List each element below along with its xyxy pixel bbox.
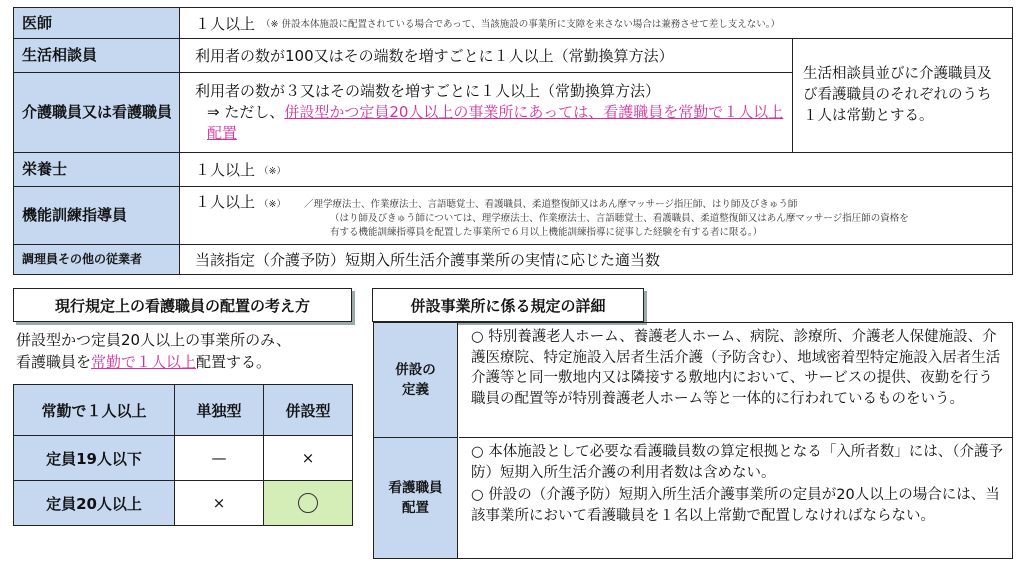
- row-header: 定員19人以下: [14, 436, 175, 481]
- requirement-note: （※ 併設本体施設に配置されている場合であって、当該施設の事業所に支障を来さない場合は兼務させて差し支えない。）: [261, 19, 780, 30]
- description-suffix: 配置する。: [196, 352, 272, 371]
- requirement-text: １人以上: [195, 193, 256, 211]
- circle-mark-icon: [298, 493, 318, 513]
- staffing-requirements-table: [13, 7, 1013, 275]
- table-row: [14, 436, 353, 481]
- table-cell: ×: [175, 481, 264, 526]
- table-header-row: [14, 385, 353, 436]
- section-content: [459, 323, 1012, 438]
- side-note: 生活相談員並びに介護職員及び看護職員のそれぞれのうち１人は常勤とする。: [803, 65, 992, 124]
- row-label: 調理員その他の従業者: [14, 245, 180, 274]
- section-label: [374, 323, 458, 438]
- section-label-line: 配置: [402, 500, 429, 516]
- requirement-note: （※）: [259, 165, 286, 177]
- table-row: [14, 481, 353, 526]
- description-prefix: 看護職員を: [16, 352, 92, 371]
- requirement-sub-prefix: ⇒ ただし、: [207, 103, 285, 121]
- description-line-1: 併設型かつ定員20人以上の事業所のみ、: [16, 331, 291, 349]
- requirement-note: （※）: [259, 199, 286, 210]
- qualification-list: ／理学療法士、作業療法士、言語聴覚士、看護職員、柔道整復師又はあん摩マッサージ指圧師、はり師及びきゅう師: [303, 199, 798, 210]
- qualification-detail-2: 有する機能訓練指導員を配置した事業所で６月以上機能訓練指導に従事した経験を有する者に限る。）: [330, 227, 763, 239]
- row-label: 医師: [14, 8, 180, 38]
- section-label: [374, 438, 458, 558]
- qualification-detail-1: （はり師及びきゅう師については、理学療法士、作業療法士、言語聴覚士、看護職員、柔道整復師又はあん摩マッサージ指圧師の資格を: [330, 213, 909, 224]
- table-corner: 常勤で１人以上: [14, 385, 175, 436]
- column-header: 併設型: [264, 385, 353, 436]
- detail-title: 併設事業所に係る規定の詳細: [372, 288, 644, 322]
- requirement-text: 当該指定（介護予防）短期入所生活介護事業所の実情に応じた適当数: [195, 251, 661, 269]
- row-doctor: [13, 7, 1013, 39]
- row-label: 栄養士: [14, 153, 180, 186]
- table-cell: [264, 481, 353, 526]
- side-note-cell: [792, 38, 1013, 153]
- detail-item: ○ 特別養護老人ホーム、養護老人ホーム、病院、診療所、介護老人保健施設、介護医療院、特定施設入居者生活介護（予防含む）、地域密着型特定施設入居者生活介護等と同一敷地内又は隣接する敷地内において、サービスの提供、夜勤を行う職員の配置等が特別養護老人ホーム等と一体的に行われているものをいう。: [471, 329, 1001, 408]
- row-label: 生活相談員: [14, 39, 180, 72]
- row-header: 定員20人以上: [14, 481, 175, 526]
- section-label-line: 併設の: [395, 361, 436, 378]
- detail-item: ○ 併設の（介護予防）短期入所生活介護事業所の定員が20人以上の場合には、当該事業所において看護職員を１名以上常勤で配置しなければならない。: [471, 487, 1000, 525]
- current-rule-title: 現行規定上の看護職員の配置の考え方: [13, 288, 352, 322]
- row-label: 機能訓練指導員: [14, 187, 180, 244]
- description-highlight: 常勤で１人以上: [91, 352, 197, 371]
- column-header: 単独型: [175, 385, 264, 436]
- nurse-placement-table: [13, 384, 353, 526]
- detail-item: ○ 本体施設として必要な看護職員数の算定根拠となる「入所者数」には、（介護予防）短期入所生活介護の利用者数は含めない。: [471, 444, 1004, 481]
- section-label-line: 定義: [402, 382, 429, 398]
- requirement-highlight: 併設型かつ定員20人以上の事業所にあっては、看護職員を常勤で１人以上配置: [207, 103, 784, 142]
- section-content: [459, 438, 1012, 558]
- table-cell: ×: [264, 436, 353, 481]
- current-rule-description: [16, 330, 356, 374]
- row-functional-training: [13, 186, 1013, 245]
- requirement-text: １人以上: [195, 161, 256, 179]
- row-nutritionist: [13, 152, 1013, 187]
- section-label-line: 看護職員: [388, 479, 443, 496]
- row-cook-other: [13, 244, 1013, 275]
- requirement-text: 利用者の数が３又はその端数を増すごとに１人以上（常勤換算方法）: [195, 82, 661, 100]
- table-cell: —: [175, 436, 264, 481]
- detail-box: [373, 322, 1013, 559]
- requirement-text: 利用者の数が100又はその端数を増すごとに１人以上（常勤換算方法）: [195, 47, 674, 65]
- requirement-text: １人以上: [195, 14, 256, 33]
- row-label: 介護職員又は看護職員: [14, 73, 180, 152]
